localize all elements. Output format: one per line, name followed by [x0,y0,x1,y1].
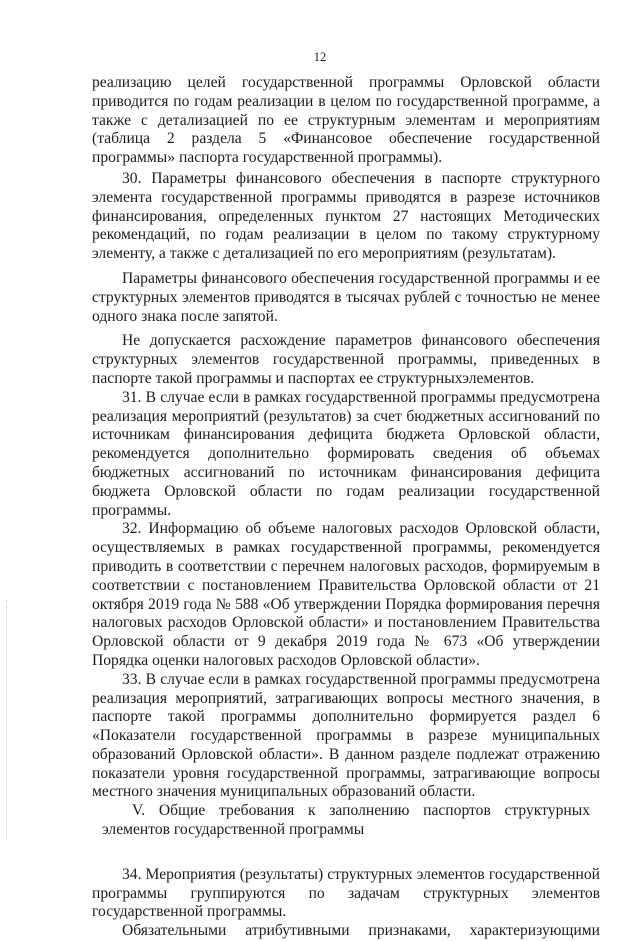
paragraph-attributes: Обязательными атрибутивными признаками, характеризующими [122,922,600,940]
paragraph-item-30: 30. Параметры финансового обеспечения в паспорте структурного элемента государственной программы приводятся в разрезе источников финансирования, определенных пунктом 27 настоящих Методических рекомендаций, по годам реализации в целом по такому структурному элементу, а также с детализацией по его мероприятиям (результатам). [92,169,600,263]
paragraph-item-34: 34. Мероприятия (результаты) структурных элементов государственной программы группируются по задачам структурных элементов государственной программы. [92,865,600,921]
section-heading: V. Общие требования к заполнению паспортов структурных элементов государственной программы [102,802,590,839]
page-number: 12 [313,50,327,64]
paragraph-item-33: 33. В случае если в рамках государственной программы предусмотрена реализация мероприятий, затрагивающих вопросы местного значения, в паспорте такой программы дополнительно формируется раздел 6 «Показатели государственной программы в разрезе муниципальных образований Орловской области». В данном разделе подлежат отражению показатели уровня государственной программы, затрагивающие вопросы местного значения муниципальных образований области. [92,670,600,801]
scan-margin-mark [6,600,8,840]
paragraph-continuation: реализацию целей государственной программы Орловской области приводится по годам реализации в целом по государственной программе, а также с детализацией по ее структурным элементам и мероприятиям (таблица 2 раздела 5 «Финансовое обеспечение государственной программы» паспорта государственной программы). [92,74,600,167]
paragraph-item-31: 31. В случае если в рамках государственной программы предусмотрена реализация мероприятий (результатов) за счет бюджетных ассигнований по источникам финансирования дефицита бюджета Орловской области, рекомендуется дополнительно формировать сведения об объемах бюджетных ассигнований по источникам финансирования дефицита бюджета Орловской области по годам реализации государственной программы. [92,388,600,519]
paragraph-item-32: 32. Информацию об объеме налоговых расходов Орловской области, осуществляемых в рамках государственной программы, рекомендуется приводить в соответствии с перечнем налоговых расходов, формируемым в соответствии с постановлением Правительства Орловской области от 21 октября 2019 года № 588 «Об утверждении Порядка формирования перечня налоговых расходов Орловской области» и постановлением Правительства Орловской области от 9 декабря 2019 года № 673 «Об утверждении Порядка оценки налоговых расходов Орловской области». [92,520,600,669]
document-body [92,74,600,941]
paragraph-units: Параметры финансового обеспечения государственной программы и ее структурных элементов приводятся в тысячах рублей с точностью не менее одного знака после запятой. [92,269,600,325]
paragraph-discrepancy: Не допускается расхождение параметров финансового обеспечения структурных элементов государственной программы, приведенных в паспорте такой программы и паспортах ее структурныхэлементов. [92,332,600,387]
